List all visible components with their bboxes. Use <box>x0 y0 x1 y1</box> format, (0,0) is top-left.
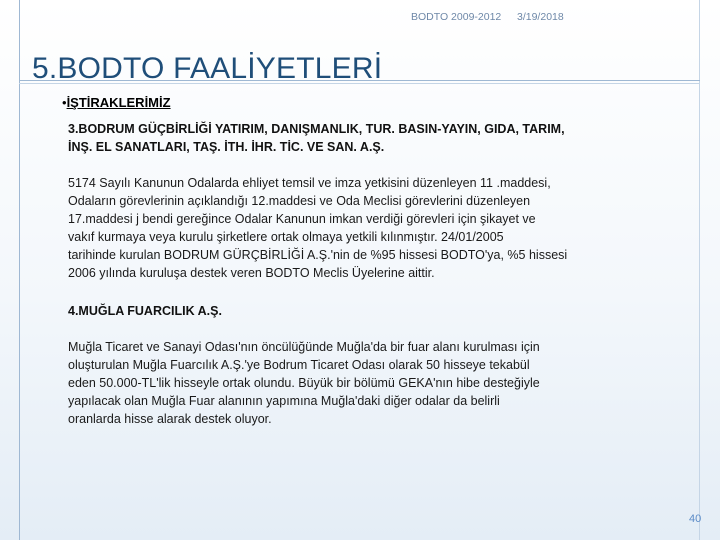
right-vertical-rule <box>699 0 700 540</box>
body-line: 17.maddesi j bendi gereğince Odalar Kanunun imkan verdiği görevleri için şikayet ve <box>68 212 536 226</box>
bullet-marker: • <box>62 95 67 110</box>
bullet-heading <box>62 95 171 110</box>
body-line: Odaların görevlerinin açıklandığı 12.maddesi ve Oda Meclisi görevlerini düzenleyen <box>68 194 531 208</box>
slide-title: 5.BODTO FAALİYETLERİ <box>32 52 383 85</box>
section-heading: 4.MUĞLA FUARCILIK A.Ş. <box>68 304 222 318</box>
body-line: eden 50.000-TL'lik hisseyle ortak olundu. Büyük bir bölümü GEKA'nın hibe desteğiyle <box>68 376 540 390</box>
section-heading: İNŞ. EL SANATLARI, TAŞ. İTH. İHR. TİC. VE SAN. A.Ş. <box>68 140 385 154</box>
header-date: 3/19/2018 <box>517 11 564 23</box>
slide-content <box>68 120 650 428</box>
header-presentation-name: BODTO 2009-2012 <box>411 11 502 23</box>
body-line: 5174 Sayılı Kanunun Odalarda ehliyet temsil ve imza yetkisini düzenleyen 11 .maddesi, <box>68 176 551 190</box>
page-number: 40 <box>689 513 702 525</box>
body-line: vakıf kurmaya veya kurulu şirketlere ortak olmaya yetkili kılınmıştır. 24/01/2005 <box>68 230 504 244</box>
body-line: oluşturulan Muğla Fuarcılık A.Ş.'ye Bodrum Ticaret Odası olarak 50 hisseye tekabül <box>68 358 530 372</box>
section-heading: 3.BODRUM GÜÇBİRLİĞİ YATIRIM, DANIŞMANLIK, TUR. BASIN-YAYIN, GIDA, TARIM, <box>68 122 565 136</box>
body-line: 2006 yılında kuruluşa destek veren BODTO Meclis Üyelerine aittir. <box>68 266 435 280</box>
left-vertical-rule <box>19 0 20 540</box>
bullet-label: İŞTİRAKLERİMİZ <box>66 95 171 110</box>
body-line: tarihinde kurulan BODRUM GÜRÇBİRLİĞİ A.Ş.'nin de %95 hissesi BODTO'ya, %5 hissesi <box>68 248 568 262</box>
body-line: Muğla Ticaret ve Sanayi Odası'nın öncülüğünde Muğla'da bir fuar alanı kurulması için <box>68 340 540 354</box>
body-line: yapılacak olan Muğla Fuar alanının yapımına Muğla'daki diğer odalar da belirli <box>68 394 500 408</box>
body-line: oranlarda hisse alarak destek oluyor. <box>68 412 272 426</box>
